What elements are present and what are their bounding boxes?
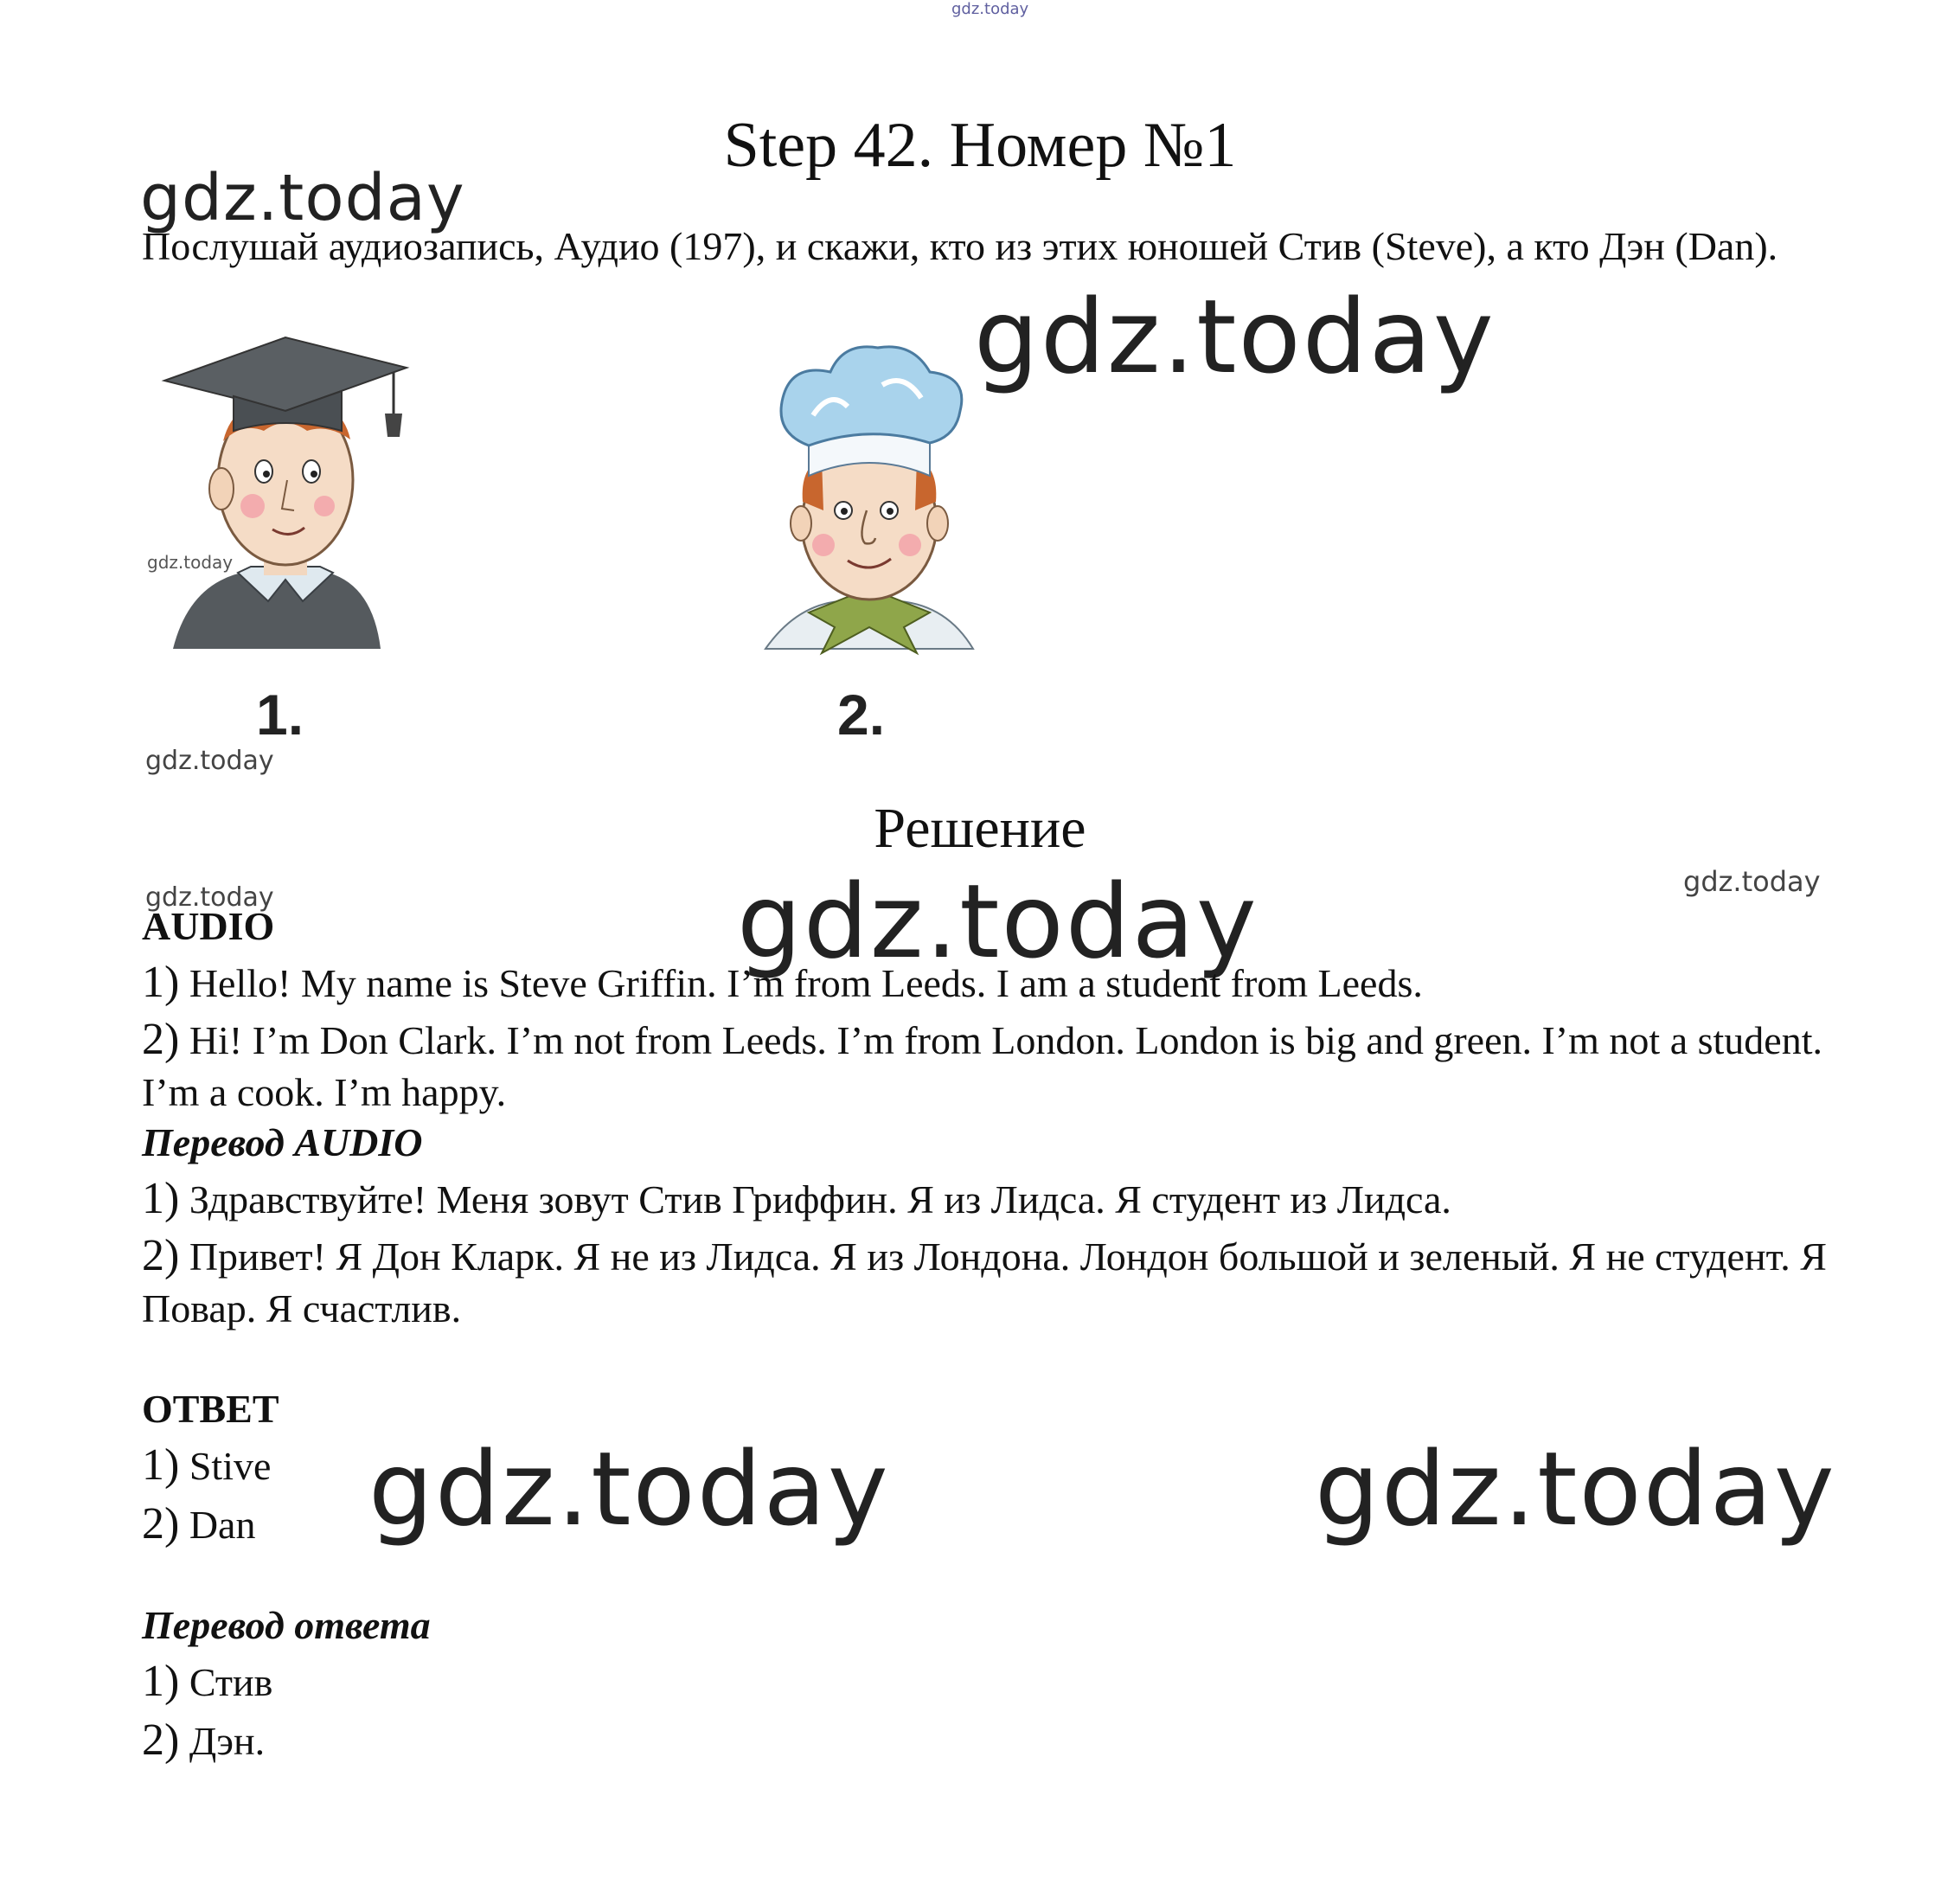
answer-translation-item-1 (142, 1656, 272, 1707)
audio-translation-label: Перевод AUDIO (142, 1120, 423, 1164)
watermark-audio-label: gdz.today (145, 882, 274, 913)
answer-item-2-text: Dan (179, 1503, 256, 1547)
answer-translation-label: Перевод ответа (142, 1603, 431, 1647)
watermark-fig-number: gdz.today (145, 746, 274, 776)
watermark-figure-1: gdz.today (147, 552, 234, 573)
audio-translation-item-1 (142, 1173, 1837, 1226)
audio-item-1-number: 1) (142, 958, 180, 1007)
answer-item-1-text: Stive (179, 1444, 272, 1488)
figure-2 (761, 337, 977, 657)
audio-label: AUDIO (142, 904, 275, 948)
answer-translation-item-2-number: 2) (142, 1715, 180, 1765)
answer-item-2-number: 2) (142, 1499, 180, 1549)
watermark-answer-left: gdz.today (368, 1429, 890, 1549)
answer-translation-item-2-text: Дэн. (179, 1719, 266, 1763)
watermark-top: gdz.today (951, 0, 1029, 18)
solution-heading: Решение (874, 797, 1086, 860)
answer-label: ОТВЕТ (142, 1387, 279, 1431)
answer-translation-item-1-number: 1) (142, 1657, 180, 1706)
watermark-header-left: gdz.today (140, 161, 465, 235)
audio-item-2-text: Hi! I’m Don Clark. I’m not from Leeds. I’m from London. London is big and green. I’m not a student. I’m a cook. I’m happy. (142, 1018, 1822, 1114)
figure-1 (156, 329, 415, 657)
answer-item-1-number: 1) (142, 1440, 180, 1490)
audio-item-2-number: 2) (142, 1015, 180, 1064)
watermark-solution-right: gdz.today (1683, 865, 1821, 898)
audio-item-2 (142, 1014, 1837, 1119)
answer-translation-item-2 (142, 1715, 265, 1766)
chef-boy-illustration-icon (761, 337, 977, 657)
audio-item-1 (142, 957, 1837, 1010)
watermark-solution-center: gdz.today (737, 862, 1259, 981)
watermark-header-right: gdz.today (974, 277, 1496, 396)
figure-2-number: 2. (837, 683, 886, 747)
answer-item-2 (142, 1498, 255, 1549)
audio-translation-item-1-number: 1) (142, 1174, 180, 1223)
watermark-answer-right: gdz.today (1315, 1429, 1836, 1549)
audio-translation-item-2-text: Привет! Я Дон Кларк. Я не из Лидса. Я из Лондона. Лондон большой и зеленый. Я не студент. Я Повар. Я счастлив. (142, 1234, 1827, 1331)
figure-1-number: 1. (256, 683, 304, 747)
audio-translation-item-1-text: Здравствуйте! Меня зовут Стив Гриффин. Я из Лидса. Я студент из Лидса. (179, 1177, 1451, 1222)
answer-translation-item-1-text: Стив (179, 1660, 273, 1704)
task-instruction: Послушай аудиозапись, Аудио (197), и скажи, кто из этих юношей Стив (Steve), а кто Дэн (Dan). (142, 224, 1778, 268)
page-title: Step 42. Номер №1 (723, 110, 1237, 181)
graduate-boy-illustration-icon (156, 329, 415, 657)
audio-translation-item-2 (142, 1230, 1837, 1335)
answer-item-1 (142, 1440, 271, 1491)
audio-item-1-text: Hello! My name is Steve Griffin. I’m from Leeds. I am a student from Leeds. (179, 961, 1423, 1005)
audio-translation-item-2-number: 2) (142, 1231, 180, 1280)
